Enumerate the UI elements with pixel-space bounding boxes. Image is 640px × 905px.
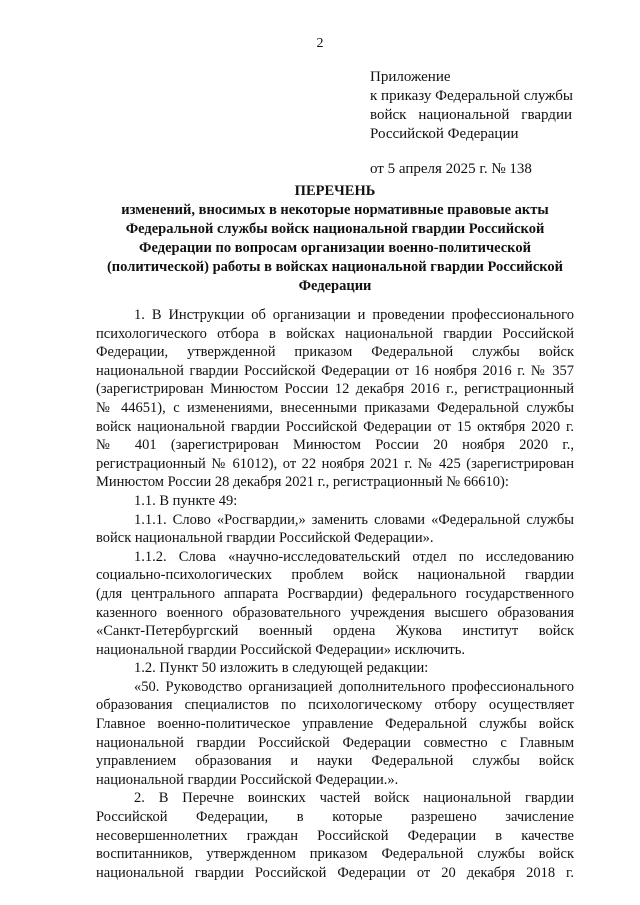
body-line: войск национальной гвардии Российской Федерации». [96, 530, 434, 547]
body-line: национальной гвардии Российской Федерации совместно с Главным [96, 734, 574, 751]
appendix-order-date: от 5 апреля 2025 г. № 138 [370, 161, 532, 177]
body-line: национальной гвардии Российской Федерации от 16 ноября 2016 г. № 357 [96, 362, 574, 379]
title-heading: ПЕРЕЧЕНЬ [294, 183, 376, 199]
body-line: 2. В Перечне воинских частей войск национальной гвардии [134, 790, 574, 807]
body-line: Российской Федерации, в которые разрешено зачисление [96, 809, 574, 826]
body-line: 1. В Инструкции об организации и проведении профессионального [134, 307, 574, 323]
body-line: № 401 (зарегистрирован Минюстом России 20 ноября 2020 г., [96, 437, 574, 454]
body-line: социально-психологических проблем войск национальной гвардии [96, 567, 574, 584]
body-line: войск национальной гвардии Российской Федерации от 15 октября 2020 г. [96, 418, 574, 435]
body-line: (зарегистрирован Минюстом России 12 декабря 2016 г., регистрационный [96, 381, 574, 398]
body-line: казенного военного образовательного учреждения высшего образования [96, 604, 574, 621]
appendix-line: Российской Федерации [370, 126, 519, 142]
body-line: 1.2. Пункт 50 изложить в следующей редакции: [134, 660, 429, 677]
body-line: «Санкт-Петербургский военный ордена Жукова институт войск [96, 623, 574, 640]
appendix-line: Приложение [370, 69, 451, 85]
body-line: управлением образования и науки Федеральной службы войск [96, 753, 574, 770]
body-line: образования специалистов по психологическому отбору осуществляет [96, 697, 574, 714]
body-line: № 44651), с изменениями, внесенными приказами Федеральной службы [96, 399, 574, 416]
body-line: 1.1.1. Слово «Росгвардии,» заменить словами «Федеральной службы [134, 511, 574, 528]
title-line: Федеральной службы войск национальной гвардии Российской [125, 221, 545, 237]
document-title [96, 182, 574, 296]
body-line: Минюстом России 28 декабря 2021 г., регистрационный № 66610): [96, 474, 509, 491]
appendix-line: к приказу Федеральной службы [370, 88, 574, 104]
body-line: национальной гвардии Российской Федерации» исключить. [96, 641, 465, 658]
title-line: Федерации [298, 278, 372, 294]
body-line: психологического отбора в войсках национальной гвардии Российской [96, 325, 574, 342]
body-line: Главное военно-политическое управление Федеральной службы войск [96, 716, 574, 733]
body-line: национальной гвардии Российской Федерации.». [96, 771, 399, 788]
document-body [96, 306, 574, 882]
body-line: 1.1.2. Слова «научно-исследовательский отдел по исследованию [134, 548, 574, 565]
title-line: Федерации по вопросам организации военно-политической [139, 240, 531, 256]
body-line: несовершеннолетних граждан Российской Федерации в качестве [96, 827, 574, 844]
appendix-line: войск национальной гвардии [370, 107, 572, 123]
body-line: Федерации, утвержденной приказом Федеральной службы войск [96, 344, 574, 361]
body-line: 1.1. В пункте 49: [134, 492, 238, 509]
body-line: регистрационный № 61012), от 22 ноября 2021 г. № 425 (зарегистрирован [96, 455, 574, 472]
title-line: (политической) работы в войсках национальной гвардии Российской [106, 259, 564, 275]
page-number: 2 [316, 36, 324, 51]
body-line: «50. Руководство организацией дополнительного профессионального [134, 678, 574, 695]
appendix-block [370, 68, 572, 179]
body-line: национальной гвардии Российской Федерации от 20 декабря 2018 г. [96, 864, 574, 881]
body-line: (для центрального аппарата Росгвардии) федерального государственного [96, 585, 574, 602]
title-line: изменений, вносимых в некоторые нормативные правовые акты [121, 202, 549, 218]
body-line: воспитанников, утвержденном приказом Федеральной службы войск [96, 846, 574, 863]
